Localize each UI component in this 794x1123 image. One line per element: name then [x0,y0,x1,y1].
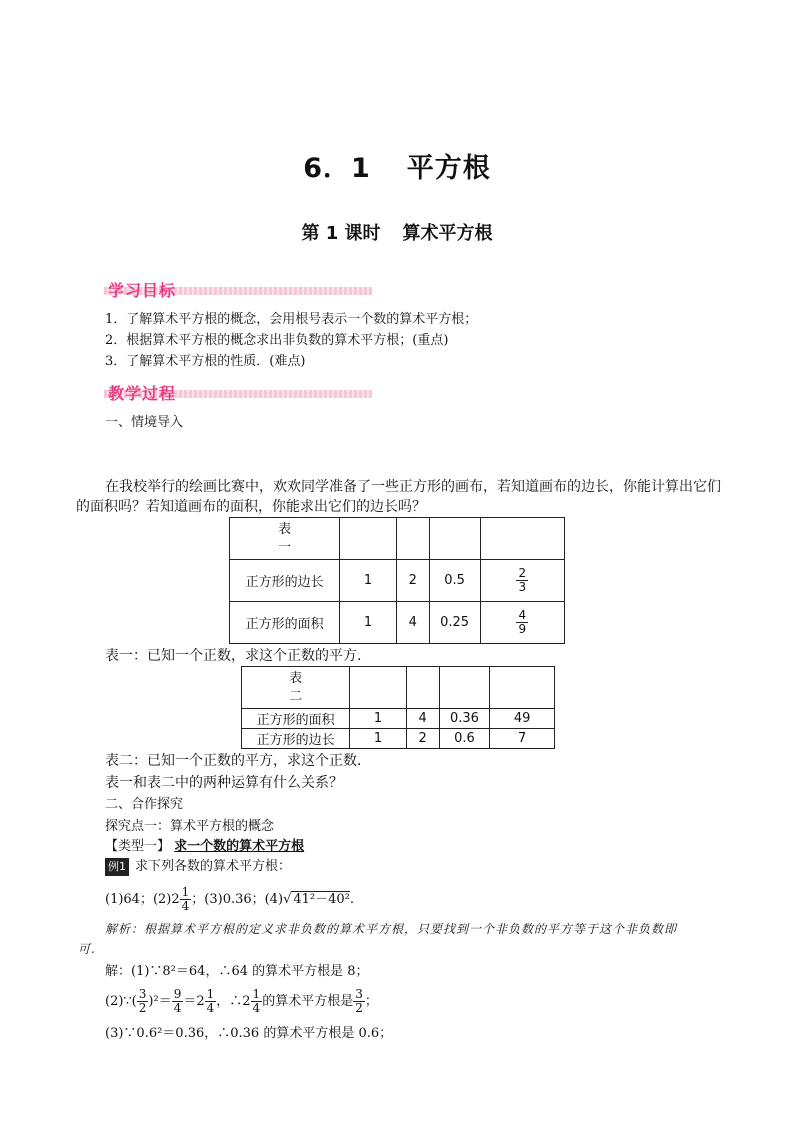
example-1: 例1 求下列各数的算术平方根： [105,858,291,876]
analysis-line-1: 解析：根据算术平方根的定义求非负数的算术平方根，只要找到一个非负数的平方等于这个非负数即 [105,922,678,936]
section-objectives-label: 学习目标 [108,281,177,300]
relation-question: 表一和表二中的两种运算有什么关系？ [105,775,343,791]
lesson-label: 第 1 课时 [301,223,381,244]
solution-2: (2)∵( $\frac{3}{2}$ )²＝ $\frac{9}{4}$ ＝2 $\frac{1}{4}$ ，∴2 $\frac{1}{4}$ 的算术平方根是 $\frac{3}{2}$ ； [105,987,378,1015]
part1-heading: 一、情境导入 [105,415,184,430]
type-one-heading: 【类型一】 求一个数的算术平方根 [105,839,305,854]
objective-3: 3．了解算术平方根的性质．(难点) [105,354,306,369]
table-row: 正方形的面积 1 4 0.25 $\frac{4}{9}$ [230,602,565,644]
section-process-label: 教学过程 [108,384,177,403]
part2-heading: 二、合作探究 [105,797,184,812]
section-process [104,381,372,403]
example-items: (1)64；(2)2 $\frac{1}{4}$ ；(3)0.36；(4)√ 41²－40². [105,885,355,913]
table-row: 正方形的边长 1 2 0.5 $\frac{2}{3}$ [230,560,565,602]
table-one-caption: 表一：已知一个正数，求这个正数的平方. [105,648,362,664]
table-one-header: 表 一 [230,518,340,560]
table-two-caption: 表二：已知一个正数的平方，求这个正数． [105,753,371,769]
solution-3: (3)∵0.6²＝0.36，∴0.36 的算术平方根是 0.6； [105,1026,393,1041]
intro-line-2: 的面积吗？若知道画布的面积，你能求出它们的边长吗？ [76,499,426,515]
explore-point-1: 探究点一：算术平方根的概念 [105,819,275,834]
analysis-line-2: 可. [78,942,96,956]
objective-2: 2．根据算术平方根的概念求出非负数的算术平方根；(重点) [105,333,449,348]
section-objectives [104,278,372,300]
table-row: 正方形的边长 1 2 0.6 7 [242,729,555,749]
solution-1: 解：(1)∵8²＝64，∴64 的算术平方根是 8； [105,964,369,979]
objective-1: 1．了解算术平方根的概念，会用根号表示一个数的算术平方根； [105,312,478,327]
page-title [0,146,794,185]
title-number: 6．1 [303,153,371,184]
title-text: 平方根 [406,153,491,184]
table-two-header: 表 二 [242,667,350,709]
table-two [241,666,555,749]
lesson-subtitle [0,219,794,245]
example-badge: 例1 [105,858,129,876]
table-row: 正方形的面积 1 4 0.36 49 [242,709,555,729]
table-one [229,517,565,644]
lesson-topic: 算术平方根 [402,223,493,244]
type-one-title: 求一个数的算术平方根 [174,839,305,854]
intro-line-1: 在我校举行的绘画比赛中，欢欢同学准备了一些正方形的画布，若知道画布的边长，你能计算出它们 [105,479,721,495]
